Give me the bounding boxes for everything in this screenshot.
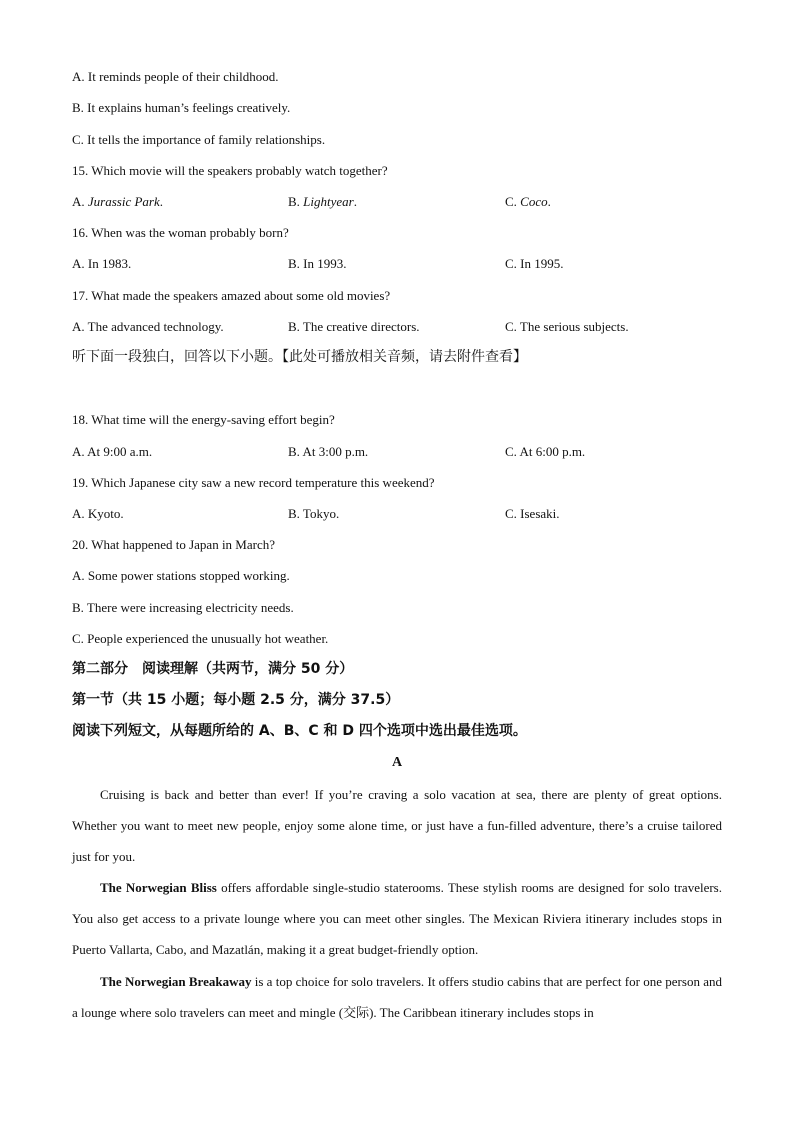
q17-option-b: B. The creative directors. <box>288 319 420 334</box>
ship-name-bliss: The Norwegian Bliss <box>100 880 217 895</box>
q14-option-b: B. It explains human’s feelings creatively. <box>72 100 291 115</box>
q18-question: 18. What time will the energy-saving effort begin? <box>72 412 335 427</box>
q14-option-c: C. It tells the importance of family relationships. <box>72 132 326 147</box>
q17-question: 17. What made the speakers amazed about some old movies? <box>72 288 391 303</box>
q18-option-b: B. At 3:00 p.m. <box>288 444 369 459</box>
q18-option-c: C. At 6:00 p.m. <box>505 444 586 459</box>
q19-option-b: B. Tokyo. <box>288 506 340 521</box>
reading-instruction: 阅读下列短文，从每题所给的 A、B、C 和 D 四个选项中选出最佳选项。 <box>72 723 527 739</box>
q15-option-c-title: Coco <box>520 194 548 209</box>
q19-question: 19. Which Japanese city saw a new record temperature this weekend? <box>72 475 435 490</box>
q15-option-c: C. Coco. <box>505 194 551 209</box>
q17-option-c: C. The serious subjects. <box>505 319 629 334</box>
q16-option-b: B. In 1993. <box>288 256 347 271</box>
q15-question: 15. Which movie will the speakers probably watch together? <box>72 163 388 178</box>
q20-option-b: B. There were increasing electricity needs. <box>72 600 294 615</box>
q14-option-a: A. It reminds people of their childhood. <box>72 69 279 84</box>
passage-paragraph-3: The Norwegian Breakaway is a top choice for solo travelers. It offers studio cabins that are perfect for one person and a lounge where solo travelers can meet and mingle (交际). The Caribbean itinerary includes stops in <box>72 974 722 1020</box>
q15-option-b-title: Lightyear <box>303 194 354 209</box>
q15-option-b: B. Lightyear. <box>288 194 357 209</box>
passage-paragraph-2: The Norwegian Bliss offers affordable single-studio staterooms. These stylish rooms are designed for solo travelers. You also get access to a private lounge where you can meet other singles. The Mexican Riviera itinerary includes stops in Puerto Vallarta, Cabo, and Mazatlán, making it a great budget-friendly option. <box>72 880 722 957</box>
q15-option-a-title: Jurassic Park <box>87 194 160 209</box>
q16-option-c: C. In 1995. <box>505 256 564 271</box>
q18-option-a: A. At 9:00 a.m. <box>72 444 153 459</box>
monologue-instruction: 听下面一段独白，回答以下小题。【此处可播放相关音频，请去附件查看】 <box>72 349 527 365</box>
ship-name-breakaway: The Norwegian Breakaway <box>100 974 252 989</box>
q20-option-a: A. Some power stations stopped working. <box>72 568 290 583</box>
q16-option-a: A. In 1983. <box>72 256 132 271</box>
section1-title: 第一节（共 15 小题；每小题 2.5 分，满分 37.5） <box>72 692 400 708</box>
part2-title: 第二部分 阅读理解（共两节，满分 50 分） <box>72 661 354 677</box>
q19-option-a: A. Kyoto. <box>72 506 124 521</box>
q19-option-c: C. Isesaki. <box>505 506 560 521</box>
passage-letter: A <box>391 755 403 770</box>
q15-option-a: A. Jurassic Park. <box>72 194 163 209</box>
passage-paragraph-1: Cruising is back and better than ever! If you’re craving a solo vacation at sea, there are plenty of great options. Whether you want to meet new people, enjoy some alone time, or just have a fun-filled adventure, there’s a cruise tailored just for you. <box>72 787 722 864</box>
q20-question: 20. What happened to Japan in March? <box>72 537 275 552</box>
q17-option-a: A. The advanced technology. <box>72 319 224 334</box>
q16-question: 16. When was the woman probably born? <box>72 225 289 240</box>
q20-option-c: C. People experienced the unusually hot weather. <box>72 631 329 646</box>
